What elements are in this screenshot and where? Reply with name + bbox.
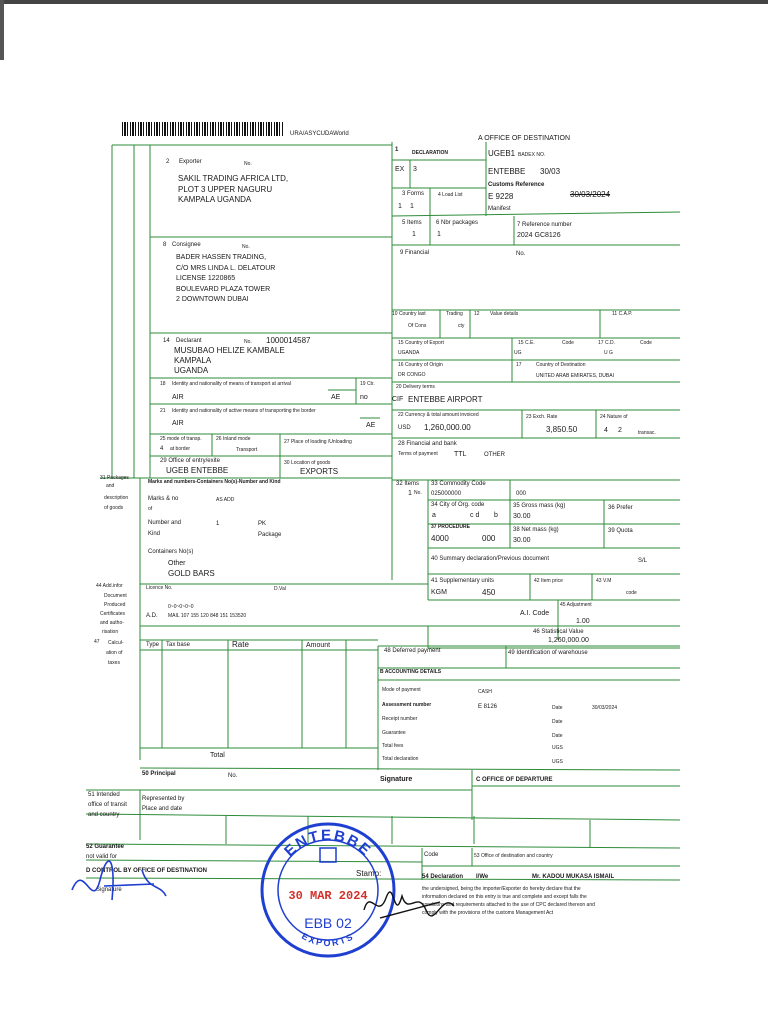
cd-code-val: U G <box>604 350 613 356</box>
statistical-value-label: 46 Statistical Value <box>533 629 584 635</box>
city-org-label: 34 City of Org. code <box>431 502 485 508</box>
exporter-line-2: PLOT 3 UPPER NAGURU <box>178 185 273 194</box>
summary-decl-label: 40 Summary declaration/Previous document <box>431 556 550 562</box>
box47-side-3: ation of <box>106 650 123 656</box>
exporter-line-1: SAKIL TRADING AFRICA LTD, <box>178 174 289 183</box>
office-entry-label: 29 Office of entry/exite <box>160 458 220 464</box>
number-val: 1 <box>216 521 220 527</box>
consignee-no: No. <box>242 244 250 250</box>
currency-amount: 1,260,000.00 <box>424 423 471 432</box>
total-declaration-label: Total declaration <box>382 756 419 762</box>
stamp-bottom-text: EXPORTS <box>300 930 356 949</box>
financial-no: No. <box>516 251 526 257</box>
gross-mass-val: 30.00 <box>513 513 531 520</box>
packages-val: 1 <box>437 231 441 238</box>
city-org-code: c d <box>470 512 480 519</box>
nature-label: 24 Nature of <box>600 414 628 420</box>
mode-transport-val: 4 <box>160 446 164 452</box>
declarant-number: 1000014587 <box>266 336 311 345</box>
mode-transport-sub: at border <box>170 446 191 452</box>
marks-label: Marks & no <box>148 496 179 502</box>
loading-place-label: 27 Place of loading /Unloading <box>284 439 352 445</box>
represented-label: Represented by <box>142 796 185 802</box>
office-date: 30/03 <box>540 167 561 176</box>
active-transport-label: Identity and nationality of active means of transporting the border <box>172 408 316 414</box>
exporter-line-3: KAMPALA UGANDA <box>178 195 252 204</box>
tax-amount-header: Amount <box>306 642 331 649</box>
ai-code-label: A.I. Code <box>520 610 550 617</box>
licence-label: Licence No. <box>146 585 173 591</box>
pk-val: PK <box>258 521 267 527</box>
loadlist-label: 4 Load List <box>438 192 463 198</box>
declaration-54-label: 54 Declaration <box>422 874 464 880</box>
country-dest-val: UNITED ARAB EMIRATES, DUBAI <box>536 373 614 379</box>
adjustment-label: 45 Adjustment <box>560 602 592 608</box>
declarant-line-1: MUSUBAO HELIZE KAMBALE <box>174 346 285 355</box>
ai-code-val: 1.00 <box>576 618 590 625</box>
box31-side-1: 31 Packages <box>100 475 129 481</box>
cd-label: 17 C.D. <box>598 340 615 346</box>
exporter-title: Exporter <box>179 159 202 165</box>
warehouse-label: 49 Identification of warehouse <box>508 650 588 656</box>
assessment-label: Assessment number <box>382 702 432 708</box>
statistical-value-val: 1,260,000.00 <box>548 637 589 644</box>
assessment-date-val: 30/03/2024 <box>592 705 618 711</box>
commodity-val: 025000000 <box>431 491 462 497</box>
delivery-cif: CIF <box>392 396 404 403</box>
supp-units-unit: KGM <box>431 589 447 596</box>
procedure-val-2: 000 <box>482 534 496 543</box>
accounting-title: B ACCOUNTING DETAILS <box>380 669 442 675</box>
location-goods-val: EXPORTS <box>300 467 339 476</box>
exporter-no: No. <box>244 161 252 167</box>
stamp-top-text: ENTEBBE <box>281 826 375 861</box>
office-code: UGEB1 <box>488 149 516 158</box>
intended-office-line-2: office of transit <box>88 802 127 808</box>
declaration-iwe: I/We <box>476 874 489 880</box>
guarantee-label: Guarantee <box>382 730 406 736</box>
location-goods-label: 30 Location of goods <box>284 460 331 466</box>
declarant-title: Declarant <box>176 338 202 344</box>
city-org-a: a <box>432 512 436 519</box>
stamp-label: Stamp: <box>356 869 382 878</box>
prefer-label: 36 Prefer <box>608 505 633 511</box>
consignee-line-3: LICENSE 1220865 <box>176 275 236 282</box>
stamp-office: EBB 02 <box>304 915 352 931</box>
terms-payment-label: Terms of payment <box>398 451 438 457</box>
transport-arrival-val: AIR <box>172 394 184 401</box>
assessment-date-label: Date <box>552 705 563 711</box>
principal-label: 50 Principal <box>142 771 176 777</box>
package-val: Package <box>258 532 282 538</box>
box31-side-3: description <box>104 495 129 501</box>
trading-cty: cty <box>458 323 465 329</box>
forms-label: 3 Forms <box>402 191 425 197</box>
box17-num: 17 <box>516 362 522 368</box>
box31-side-2: and <box>106 483 115 489</box>
items-val: 1 <box>412 231 416 238</box>
other-label: Other <box>168 560 186 567</box>
cap-label: 11 C.A.P. <box>612 311 633 317</box>
terms-payment-other: OTHER <box>484 452 505 458</box>
total-declaration-currency: UGS <box>552 759 563 765</box>
tax-total-label: Total <box>210 752 225 759</box>
nature-val-2: 2 <box>618 427 622 434</box>
tax-rate-header: Rate <box>232 640 249 649</box>
country-dest-label: Country of Destination <box>536 362 586 368</box>
exch-rate-label: 23 Exch. Rate <box>526 414 558 420</box>
box21-num: 21 <box>160 408 166 414</box>
trading-label: Trading <box>446 311 463 317</box>
inland-mode-sub: Transport <box>236 447 258 453</box>
box47-side-4: taxes <box>108 660 120 666</box>
tax-type-header: Type <box>146 642 160 648</box>
receipt-label: Receipt number <box>382 716 418 722</box>
reference-val: 2024 GC8126 <box>517 232 561 239</box>
box8-num: 8 <box>163 242 167 248</box>
forms-val-1: 1 <box>398 203 402 210</box>
system-name: URA/ASYCUDAWorld <box>290 131 349 137</box>
quota-label: 39 Quota <box>608 528 633 534</box>
box14-num: 14 <box>163 338 170 344</box>
commodity-label: 33 Commodity Code <box>431 481 486 487</box>
box31-title: Marks and numbers-Containers No(s)-Number and Kind <box>148 479 281 485</box>
reference-label: 7 Reference number <box>517 222 572 228</box>
receipt-date-label: Date <box>552 719 563 725</box>
ex-number: 3 <box>413 166 417 173</box>
office-departure-label: C OFFICE OF DEPARTURE <box>476 777 553 783</box>
value-details-label: Value details <box>490 311 519 317</box>
declaration-text-4: comply with the provisions of the customs Management Act <box>422 910 554 916</box>
net-mass-val: 30.00 <box>513 537 531 544</box>
declaration-text-1: the undersigned, being the importer/Exporter do hereby declare that the <box>422 886 581 892</box>
supp-units-label: 41 Supplementary units <box>431 578 495 584</box>
control-signature <box>64 850 184 920</box>
declarant-line-3: UGANDA <box>174 366 209 375</box>
total-fees-currency: UGS <box>552 745 563 751</box>
mode-payment-val: CASH <box>478 689 492 695</box>
country-origin-val: DR CONGO <box>398 372 426 378</box>
goods-description: GOLD BARS <box>168 569 215 578</box>
number-kind-label: Number and <box>148 520 182 526</box>
packages-label: 6 Nbr packages <box>436 220 479 226</box>
inland-mode-label: 26 Inland mode <box>216 436 251 442</box>
procedure-val: 4000 <box>431 534 449 543</box>
nature-sub: transac. <box>638 430 656 436</box>
office-dest-country-label: 53 Office of destination and country <box>474 853 553 859</box>
box2-num: 2 <box>166 159 170 165</box>
currency-code: USD <box>398 425 411 431</box>
nature-val-1: 4 <box>604 427 608 434</box>
country-last-sub: Of Cons <box>408 323 427 329</box>
deferred-payment-label: 48 Deferred payment <box>384 648 441 654</box>
items-no-val: 1 <box>408 490 412 497</box>
mode-payment-label: Mode of payment <box>382 687 421 693</box>
items-no-label: 32 Items <box>396 481 420 487</box>
box44-side-6: risation <box>102 629 119 635</box>
mode-transport-label: 25 mode of transp. <box>160 436 202 442</box>
box12-num: 12 <box>474 311 480 317</box>
supp-units-val: 450 <box>482 588 496 597</box>
customs-ref-label: Customs Reference <box>488 182 545 188</box>
ce-code-val: UG <box>514 350 522 356</box>
kind-label: Kind <box>148 531 161 537</box>
transport-arrival-nat: AE <box>331 394 341 401</box>
consignee-line-5: 2 DOWNTOWN DUBAI <box>176 296 249 303</box>
badex-label: BADEX NO. <box>518 152 546 158</box>
declarant-name: Mr. KADOU MUKASA ISMAIL <box>532 874 615 880</box>
stamp-date: 30 MAR 2024 <box>288 889 368 903</box>
consignee-title: Consignee <box>172 242 201 248</box>
guarantee-box-sub: not valid for <box>86 854 118 860</box>
box31-side-4: of goods <box>104 505 124 511</box>
forms-val-2: 1 <box>410 203 414 210</box>
containers-label: Containers No(s) <box>148 549 194 555</box>
financial-bank-label: 28 Financial and bank <box>398 441 457 447</box>
marks-val: AS ADD <box>216 497 235 503</box>
delivery-terms-label: 20 Delivery terms <box>396 384 435 390</box>
active-transport-nat: AE <box>366 422 376 429</box>
intended-office-line-1: 51 Intended <box>88 792 120 798</box>
dval-label: D.Val <box>274 586 286 592</box>
principal-no: No. <box>228 773 238 779</box>
country-export-val: UGANDA <box>398 350 420 356</box>
customs-ref-date: 30/03/2024 <box>570 190 611 199</box>
intended-office-line-3: and country <box>88 812 120 818</box>
declarant-no: No. <box>244 339 252 345</box>
control-label: D CONTROL BY OFFICE OF DESTINATION <box>86 868 208 874</box>
procedure-label: 37 PROCEDURE <box>431 524 470 530</box>
country-last-label: 10 Country last <box>392 311 426 317</box>
guarantee-date-label: Date <box>552 733 563 739</box>
consignee-line-1: BADER HASSEN TRADING, <box>176 254 267 261</box>
declaration-text-2: information declared on this entry is true and complete and except falls the <box>422 894 587 900</box>
box47-side-1: 47 <box>94 639 100 645</box>
vm-code: code <box>626 590 637 596</box>
declaration-text-3: conditions and requirements attached to the use of CPC declared thereon and <box>422 902 595 908</box>
commodity-val-2: 000 <box>516 491 527 497</box>
city-org-b: b <box>494 512 498 519</box>
ex-label: EX <box>395 166 405 173</box>
ad-label: A.D. <box>146 613 158 619</box>
ce-code-label: Code <box>562 340 574 346</box>
country-origin-label: 16 Country of Origin <box>398 362 443 368</box>
box1-label: 1 <box>395 147 399 153</box>
signature-label: Signature <box>380 776 413 783</box>
currency-label: 22 Currency & total amount invoiced <box>398 412 479 418</box>
transport-arrival-label: Identity and nationality of means of transport at arrival <box>172 381 291 387</box>
box44-side-2: Document <box>104 593 127 599</box>
total-fees-label: Total fees <box>382 743 404 749</box>
items-label: 5 Items <box>402 220 422 226</box>
country-export-label: 15 Country of Export <box>398 340 444 346</box>
gross-mass-label: 35 Gross mass (kg) <box>513 503 566 509</box>
control-signature-label: Signature <box>96 887 122 893</box>
items-no-no: No. <box>414 490 422 496</box>
ctr-val: no <box>360 394 368 401</box>
consignee-line-2: C/O MRS LINDA L. DELATOUR <box>176 265 276 272</box>
tax-base-header: Tax base <box>166 642 191 648</box>
office-entry-val: UGEB ENTEBBE <box>166 466 229 475</box>
guarantee-box-label: 52 Guarantee <box>86 844 125 850</box>
office-destination-label: A OFFICE OF DESTINATION <box>478 135 571 142</box>
box47-side-2: Calcul- <box>108 640 124 646</box>
financial-label: 9 Financial <box>400 250 430 256</box>
terms-payment-val: TTL <box>454 451 467 458</box>
consignee-line-4: BOULEVARD PLAZA TOWER <box>176 286 271 293</box>
cd-code-label: Code <box>640 340 652 346</box>
box18-num: 18 <box>160 381 166 387</box>
box44-side-1: 44 Add.infor <box>96 583 123 589</box>
declarant-line-2: KAMPALA <box>174 356 212 365</box>
barcode <box>122 122 284 136</box>
active-transport-val: AIR <box>172 420 184 427</box>
ce-label: 15 C.E. <box>518 340 535 346</box>
ctr-label: 19 Ctr. <box>360 381 375 387</box>
exch-rate-val: 3,850.50 <box>546 425 578 434</box>
box44-side-5: and autho- <box>100 620 124 626</box>
vm-label: 43 V.M <box>596 578 612 584</box>
manifest-label: Manifest <box>488 206 511 212</box>
declaration-label: DECLARATION <box>412 150 449 156</box>
doc-mail: MAIL 107 155 120 848 151 153520 <box>168 613 247 619</box>
doc-codes: 0~0~0~0~0 <box>168 604 194 610</box>
declarant-signature <box>360 880 460 930</box>
box44-side-3: Produced <box>104 602 126 608</box>
summary-decl-sl: S/L <box>638 558 648 564</box>
box52-code-label: Code <box>424 852 439 858</box>
place-date-label: Place and date <box>142 806 183 812</box>
delivery-place: ENTEBBE AIRPORT <box>408 395 483 404</box>
svg-text:EXPORTS <box>300 931 356 948</box>
marks-of: of <box>148 506 153 512</box>
customs-ref: E 9228 <box>488 192 514 201</box>
office-name: ENTEBBE <box>488 167 526 176</box>
box44-side-4: Certificates <box>100 611 126 617</box>
assessment-val: E 8126 <box>478 704 498 710</box>
net-mass-label: 38 Net mass (kg) <box>513 527 559 533</box>
item-price-label: 42 Item price <box>534 578 563 584</box>
